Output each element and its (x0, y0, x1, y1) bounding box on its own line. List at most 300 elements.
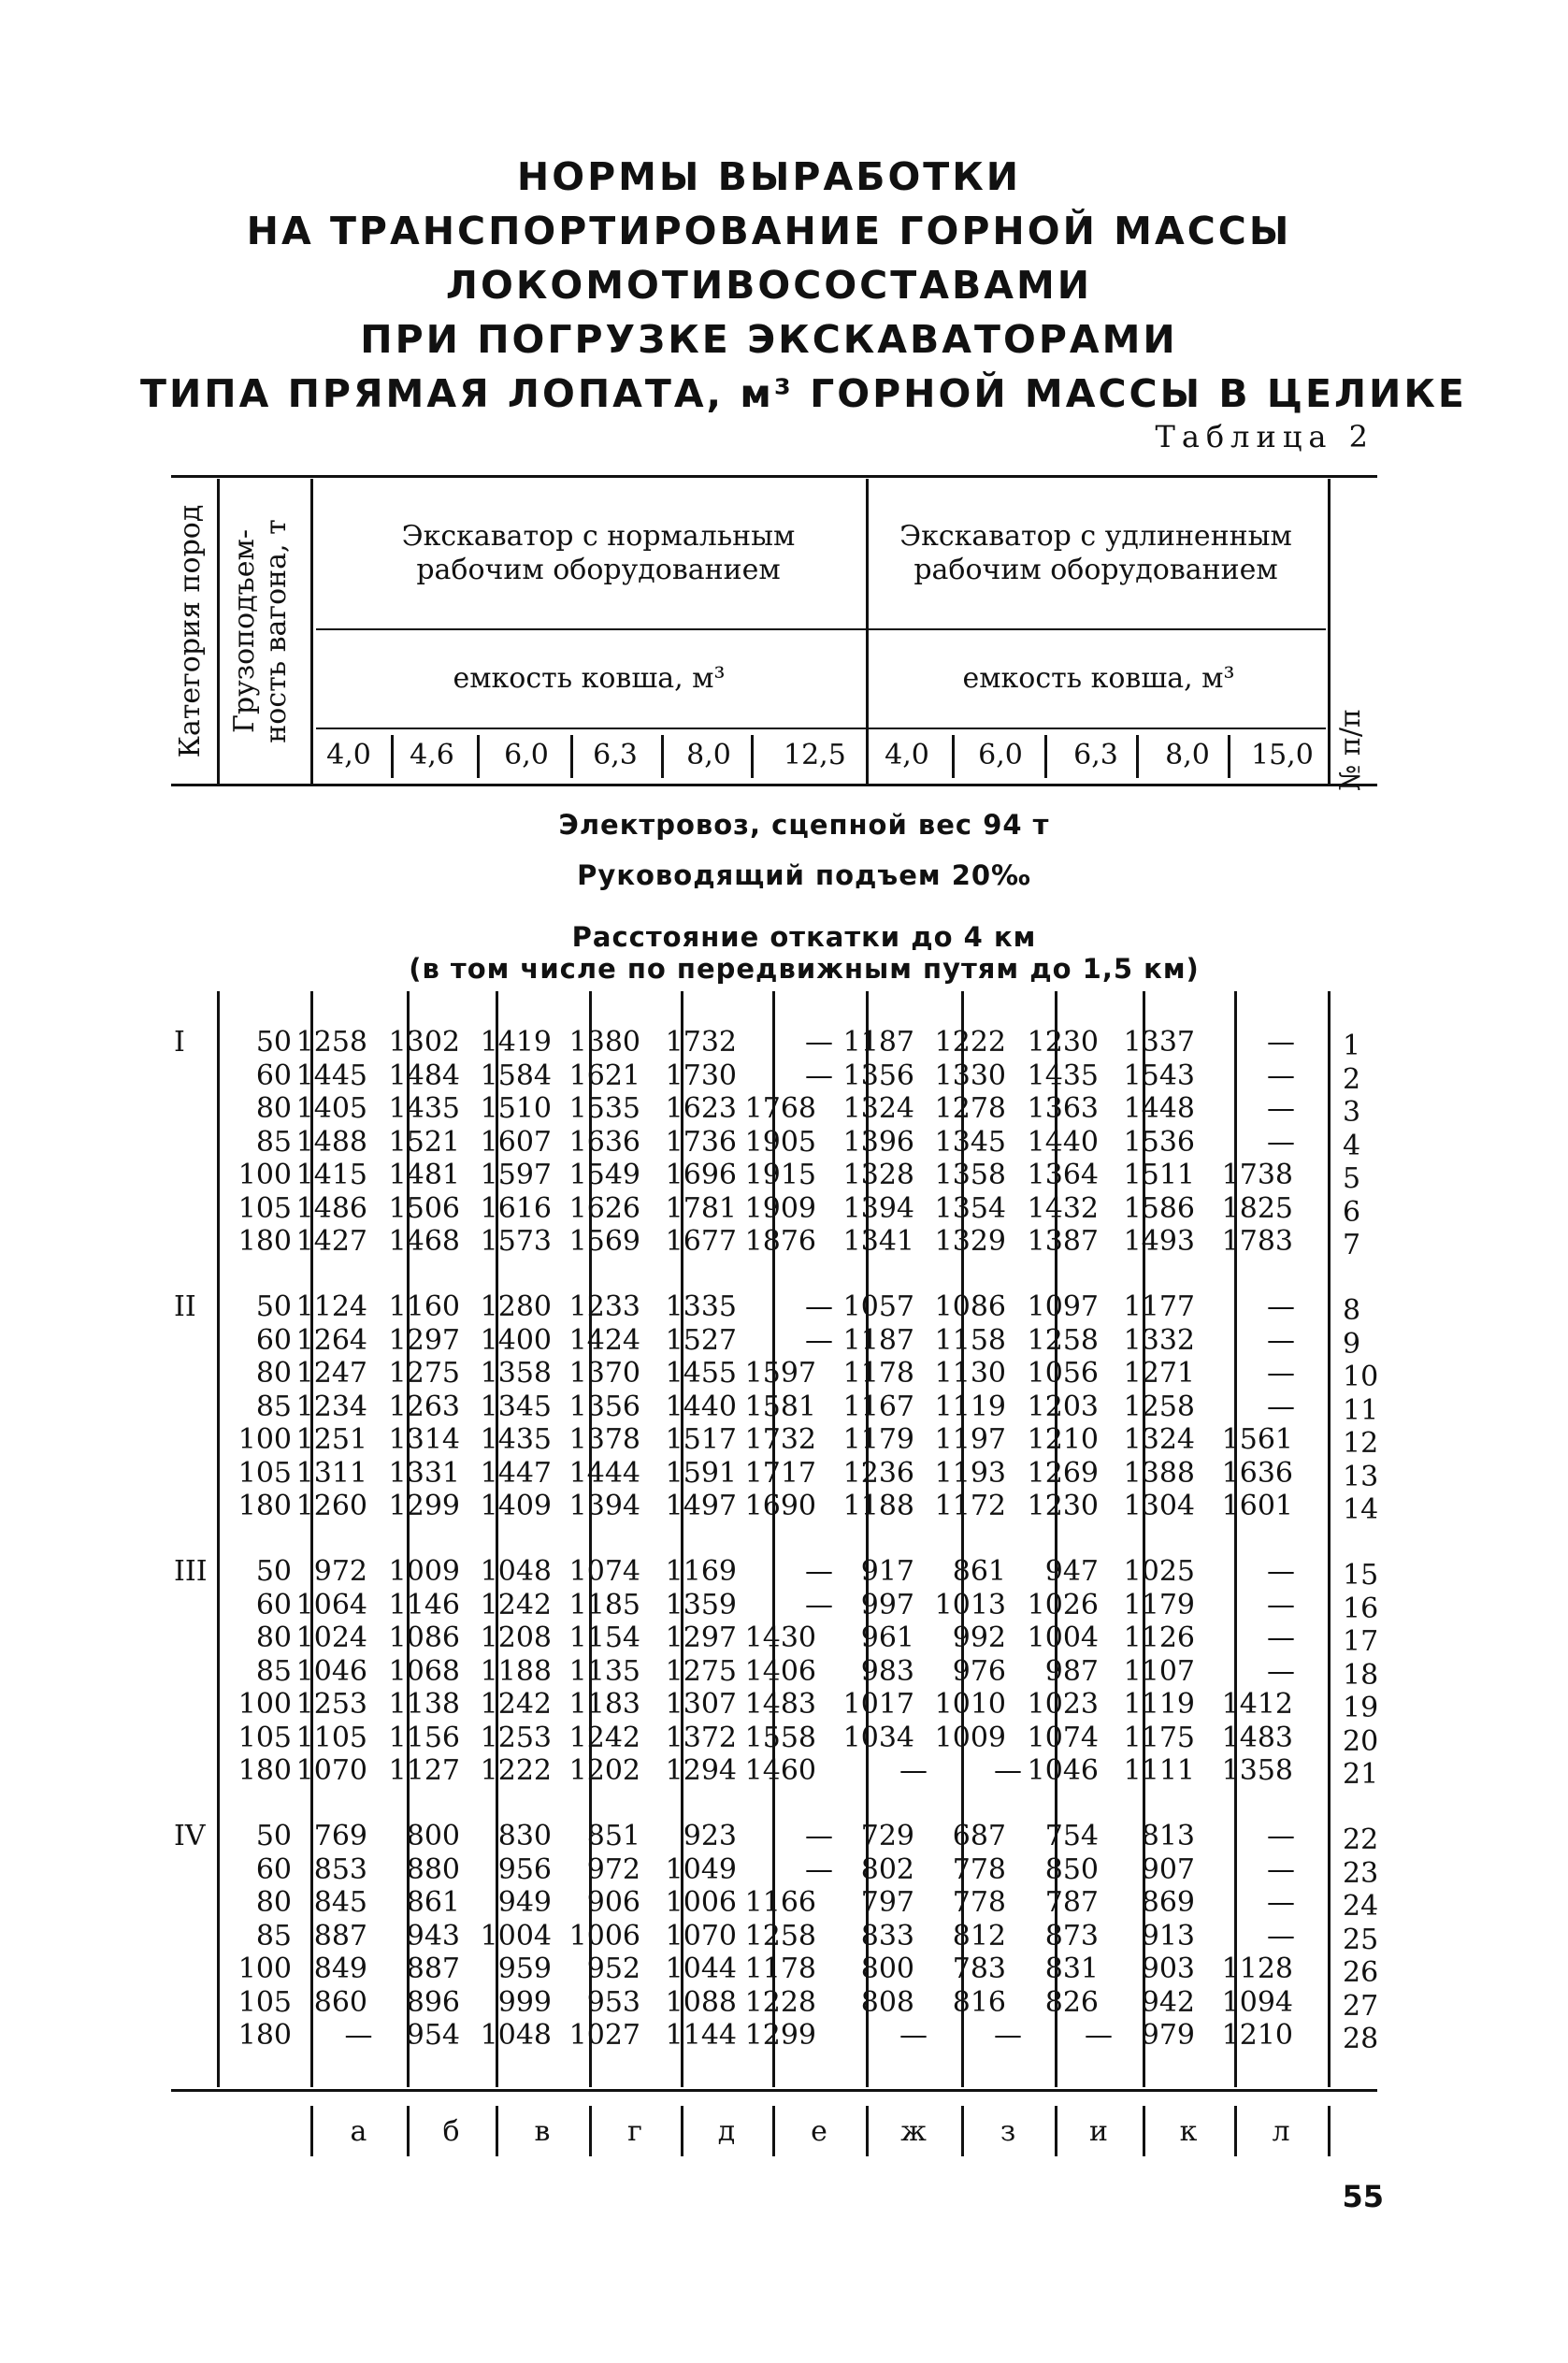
wagon-capacity: 100 (237, 1423, 292, 1456)
norm-value: — (899, 2019, 928, 2052)
norm-value: 1074 (1027, 1721, 1099, 1754)
norm-value: 1435 (388, 1092, 460, 1125)
capacity-divider (1228, 735, 1230, 778)
norm-value: 1187 (842, 1323, 914, 1357)
norm-value: 1364 (1027, 1159, 1099, 1191)
subtitle-locomotive: Электровоз, сцепной вес 94 т (558, 809, 1050, 841)
row-number: 22 (1343, 1823, 1379, 1856)
norm-value: — (805, 1323, 833, 1357)
norm-value: 1621 (568, 1059, 640, 1092)
title-line: НОРМЫ ВЫРАБОТКИ (516, 154, 1022, 199)
norm-value: 1127 (388, 1754, 460, 1787)
header-divider (1328, 479, 1331, 784)
norm-value: 1483 (744, 1688, 816, 1721)
header-divider (866, 479, 869, 784)
norm-value: 1535 (568, 1092, 640, 1125)
norm-value: 1013 (934, 1588, 1006, 1621)
column-letter: д (717, 2115, 736, 2148)
norm-value: 887 (313, 1919, 367, 1952)
norm-value: 850 (1044, 1852, 1099, 1886)
norm-value: — (1267, 1919, 1295, 1952)
column-letter: ж (900, 2115, 927, 2148)
wagon-capacity: 100 (237, 1159, 292, 1191)
norm-value: 778 (952, 1886, 1006, 1919)
wagon-capacity-header (229, 491, 295, 771)
norm-value: 1460 (744, 1754, 816, 1787)
wagon-capacity: 50 (255, 1555, 292, 1588)
row-number: 21 (1343, 1758, 1379, 1791)
norm-value: 1233 (568, 1290, 640, 1323)
norm-value: 1435 (480, 1423, 552, 1456)
norm-value: 1493 (1123, 1225, 1195, 1258)
norm-value: 1783 (1221, 1225, 1293, 1258)
row-number: 7 (1343, 1229, 1361, 1261)
norm-value: 1234 (295, 1390, 367, 1423)
norm-value: 1335 (665, 1290, 737, 1323)
norm-value: 987 (1044, 1654, 1099, 1688)
norm-value: 1455 (665, 1357, 737, 1390)
norm-value: 1405 (295, 1092, 367, 1125)
norm-value: — (1267, 1886, 1295, 1919)
norm-value: 1636 (568, 1125, 640, 1159)
norm-value: — (805, 1820, 833, 1852)
norm-value: 1388 (1123, 1456, 1195, 1490)
norm-value: 808 (860, 1985, 914, 2019)
bucket-capacity-value: 15,0 (1251, 739, 1314, 771)
row-number: 9 (1343, 1327, 1361, 1361)
norm-value: 1130 (934, 1357, 1006, 1390)
norm-value: 1269 (1027, 1456, 1099, 1490)
norm-value: 1258 (744, 1919, 816, 1952)
norm-value: 1378 (568, 1423, 640, 1456)
norm-value: 952 (586, 1952, 640, 1985)
norm-value: 833 (860, 1919, 914, 1952)
norm-value: 1258 (1027, 1323, 1099, 1357)
norm-value: 873 (1044, 1919, 1099, 1952)
norm-value: 1070 (295, 1754, 367, 1787)
norm-value: 1023 (1027, 1688, 1099, 1721)
header-top-rule (171, 475, 1377, 478)
norm-value: 907 (1141, 1852, 1195, 1886)
norm-value: 1193 (934, 1456, 1006, 1490)
norm-value: 1486 (295, 1191, 367, 1225)
norm-value: 1144 (665, 2019, 737, 2052)
norm-value: 861 (952, 1555, 1006, 1588)
norm-value: 954 (406, 2019, 460, 2052)
norm-value: — (805, 1290, 833, 1323)
norm-value: 917 (860, 1555, 914, 1588)
row-number: 15 (1343, 1559, 1379, 1592)
letter-divider (1234, 2106, 1237, 2156)
norm-value: 1126 (1123, 1621, 1195, 1654)
norm-value: — (1085, 2019, 1113, 2052)
column-letter: б (442, 2115, 460, 2148)
row-number: 18 (1343, 1658, 1379, 1692)
wagon-capacity: 85 (255, 1390, 292, 1423)
row-number: 19 (1343, 1692, 1379, 1724)
norm-value: 1025 (1123, 1555, 1195, 1588)
norm-value: 813 (1141, 1820, 1195, 1852)
norm-value: 1345 (934, 1125, 1006, 1159)
norm-value: 1330 (934, 1059, 1006, 1092)
norm-value: 1004 (1027, 1621, 1099, 1654)
norm-value: 1064 (295, 1588, 367, 1621)
norm-value: 687 (952, 1820, 1006, 1852)
letter-divider (681, 2106, 683, 2156)
table-number: Таблица 2 (1155, 419, 1374, 454)
norm-value: 1056 (1027, 1357, 1099, 1390)
norm-value: 1358 (1221, 1754, 1293, 1787)
norm-value: 1068 (388, 1654, 460, 1688)
column-letter: з (1000, 2115, 1016, 2148)
norm-value: 1358 (934, 1159, 1006, 1191)
norm-value: 1119 (1123, 1688, 1195, 1721)
wagon-capacity: 60 (255, 1588, 292, 1621)
norm-value: 800 (860, 1952, 914, 1985)
norm-value: 1258 (1123, 1390, 1195, 1423)
rock-category: IV (174, 1820, 206, 1852)
norm-value: 1331 (388, 1456, 460, 1490)
wagon-capacity: 80 (255, 1621, 292, 1654)
wagon-capacity: 180 (237, 1225, 292, 1258)
norm-value: 1094 (1221, 1985, 1293, 2019)
norm-value: 1543 (1123, 1059, 1195, 1092)
norm-value: 1156 (388, 1721, 460, 1754)
norm-value: 1299 (744, 2019, 816, 2052)
norm-value: 1208 (480, 1621, 552, 1654)
norm-value: 1128 (1221, 1952, 1293, 1985)
norm-value: 1297 (665, 1621, 737, 1654)
norm-value: 769 (313, 1820, 367, 1852)
norm-value: — (1267, 1092, 1295, 1125)
norm-value: 1230 (1027, 1026, 1099, 1059)
capacity-divider (477, 735, 480, 778)
norm-value: 849 (313, 1952, 367, 1985)
header-divider (310, 479, 313, 784)
norm-value: 1356 (568, 1390, 640, 1423)
capacity-divider (661, 735, 664, 778)
capacity-divider (1136, 735, 1139, 778)
norm-value: 1328 (842, 1159, 914, 1191)
norm-value: 853 (313, 1852, 367, 1886)
norm-value: 1915 (744, 1159, 816, 1191)
norm-value: 1188 (480, 1654, 552, 1688)
norm-value: — (1267, 1654, 1295, 1688)
norm-value: 947 (1044, 1555, 1099, 1588)
norm-value: — (805, 1852, 833, 1886)
column-letter: е (811, 2115, 827, 2148)
norm-value: 1586 (1123, 1191, 1195, 1225)
norm-value: 1427 (295, 1225, 367, 1258)
norm-value: 797 (860, 1886, 914, 1919)
bucket-capacity-value: 12,5 (784, 739, 846, 771)
norm-value: 1569 (568, 1225, 640, 1258)
norm-value: 1597 (744, 1357, 816, 1390)
norm-value: 1345 (480, 1390, 552, 1423)
norm-value: 1406 (744, 1654, 816, 1688)
row-number: 11 (1343, 1393, 1379, 1427)
norm-value: 1046 (1027, 1754, 1099, 1787)
norm-value: 1158 (934, 1323, 1006, 1357)
norm-value: 1024 (295, 1621, 367, 1654)
letter-divider (1055, 2106, 1057, 2156)
norm-value: 1444 (568, 1456, 640, 1490)
norm-value: — (1267, 1588, 1295, 1621)
letter-divider (496, 2106, 498, 2156)
title-line: ЛОКОМОТИВОСОСТАВАМИ (445, 263, 1093, 308)
norm-value: — (1267, 1290, 1295, 1323)
header-mid-rule (316, 628, 1326, 630)
column-letter: к (1179, 2115, 1198, 2148)
norm-value: 1358 (480, 1357, 552, 1390)
norm-value: 1010 (934, 1688, 1006, 1721)
header-cap-rule (316, 728, 1326, 729)
norm-value: 1581 (744, 1390, 816, 1423)
row-number: 2 (1343, 1062, 1361, 1096)
row-number: 6 (1343, 1195, 1361, 1229)
norm-value: 1044 (665, 1952, 737, 1985)
wagon-capacity-text: Грузоподъем-ность вагона, т (228, 519, 293, 743)
norm-value: 1004 (480, 1919, 552, 1952)
norm-value: 1432 (1027, 1191, 1099, 1225)
table-bottom-rule (171, 2089, 1377, 2092)
norm-value: 1324 (842, 1092, 914, 1125)
row-number: 13 (1343, 1460, 1379, 1493)
letter-divider (1328, 2106, 1331, 2156)
norm-value: 1394 (842, 1191, 914, 1225)
norm-value: 1203 (1027, 1390, 1099, 1423)
norm-value: — (994, 1754, 1022, 1787)
norm-value: 1251 (295, 1423, 367, 1456)
norm-value: 1372 (665, 1721, 737, 1754)
norm-value: 983 (860, 1654, 914, 1688)
norm-value: 1573 (480, 1225, 552, 1258)
norm-value: 1324 (1123, 1423, 1195, 1456)
norm-value: 1074 (568, 1555, 640, 1588)
norm-value: 1521 (388, 1125, 460, 1159)
norm-value: 787 (1044, 1886, 1099, 1919)
norm-value: 1009 (934, 1721, 1006, 1754)
norm-value: 1048 (480, 2019, 552, 2052)
norm-value: 1440 (1027, 1125, 1099, 1159)
norm-value: 972 (313, 1555, 367, 1588)
norm-value: 1448 (1123, 1092, 1195, 1125)
norm-value: 830 (497, 1820, 552, 1852)
norm-value: 959 (497, 1952, 552, 1985)
norm-value: 1034 (842, 1721, 914, 1754)
capacity-divider (1044, 735, 1047, 778)
norm-value: 1419 (480, 1026, 552, 1059)
norm-value: 1138 (388, 1688, 460, 1721)
wagon-capacity: 100 (237, 1952, 292, 1985)
norm-value: 1278 (934, 1092, 1006, 1125)
norm-value: 1511 (1123, 1159, 1195, 1191)
row-number: 25 (1343, 1923, 1379, 1956)
norm-value: 1242 (480, 1588, 552, 1621)
norm-value: 1105 (295, 1721, 367, 1754)
norm-value: 1481 (388, 1159, 460, 1191)
norm-value: 1905 (744, 1125, 816, 1159)
norm-value: 997 (860, 1588, 914, 1621)
norm-value: 1046 (295, 1654, 367, 1688)
norm-value: 1242 (568, 1721, 640, 1754)
wagon-capacity: 80 (255, 1357, 292, 1390)
norm-value: — (805, 1555, 833, 1588)
norm-value: 1584 (480, 1059, 552, 1092)
norm-value: 1497 (665, 1490, 737, 1522)
norm-value: — (805, 1026, 833, 1059)
norm-value: 999 (497, 1985, 552, 2019)
page-title (140, 150, 1467, 421)
norm-value: 1825 (1221, 1191, 1293, 1225)
capacity-divider (751, 735, 754, 778)
norm-value: 1510 (480, 1092, 552, 1125)
norm-value: 1527 (665, 1323, 737, 1357)
norm-value: 1696 (665, 1159, 737, 1191)
row-number: 1 (1343, 1030, 1361, 1062)
wagon-capacity: 85 (255, 1125, 292, 1159)
norm-value: 1111 (1123, 1754, 1195, 1787)
norm-value: 1299 (388, 1490, 460, 1522)
norm-value: 1601 (1221, 1490, 1293, 1522)
rock-category: II (174, 1290, 196, 1323)
norm-value: 812 (952, 1919, 1006, 1952)
norm-value: 1730 (665, 1059, 737, 1092)
bucket-capacity-value: 4,0 (885, 739, 929, 771)
title-line: ПРИ ПОГРУЗКЕ ЭКСКАВАТОРАМИ (360, 317, 1178, 362)
norm-value: 1086 (934, 1290, 1006, 1323)
norm-value: 1179 (1123, 1588, 1195, 1621)
wagon-capacity: 105 (237, 1191, 292, 1225)
norm-value: 1558 (744, 1721, 816, 1754)
norm-value: 1006 (665, 1886, 737, 1919)
row-number: 5 (1343, 1162, 1361, 1195)
norm-value: 956 (497, 1852, 552, 1886)
norm-value: 1166 (744, 1886, 816, 1919)
column-divider (1234, 991, 1237, 2087)
norm-value: 1222 (934, 1026, 1006, 1059)
wagon-capacity: 50 (255, 1820, 292, 1852)
wagon-capacity: 85 (255, 1654, 292, 1688)
wagon-capacity: 60 (255, 1059, 292, 1092)
norm-value: 1183 (568, 1688, 640, 1721)
column-letter: и (1089, 2115, 1108, 2148)
norm-value: 1175 (1123, 1721, 1195, 1754)
norm-value: — (805, 1059, 833, 1092)
norm-value: 1636 (1221, 1456, 1293, 1490)
column-letter: а (350, 2115, 367, 2148)
row-number: 27 (1343, 1989, 1379, 2023)
normal-excavator-header: Экскаватор с нормальным рабочим оборудованием (401, 520, 796, 586)
row-number: 24 (1343, 1890, 1379, 1923)
norm-value: 906 (586, 1886, 640, 1919)
norm-value: 913 (1141, 1919, 1195, 1952)
norm-value: 1549 (568, 1159, 640, 1191)
norm-value: 972 (586, 1852, 640, 1886)
norm-value: 831 (1044, 1952, 1099, 1985)
norm-value: 1597 (480, 1159, 552, 1191)
norm-value: 961 (860, 1621, 914, 1654)
norm-value: 880 (406, 1852, 460, 1886)
letter-divider (589, 2106, 592, 2156)
norm-value: 1135 (568, 1654, 640, 1688)
norm-value: 754 (1044, 1820, 1099, 1852)
norm-value: 1781 (665, 1191, 737, 1225)
norm-value: 1561 (1221, 1423, 1293, 1456)
rock-category-header: Категория пород (174, 504, 207, 758)
norm-value: — (805, 1588, 833, 1621)
norm-value: 1253 (295, 1688, 367, 1721)
extended-excavator-header: Экскаватор с удлиненным рабочим оборудованием (899, 520, 1292, 586)
norm-value: 1247 (295, 1357, 367, 1390)
norm-value: 1337 (1123, 1026, 1195, 1059)
row-number: 16 (1343, 1592, 1379, 1625)
norm-value: 1909 (744, 1191, 816, 1225)
bucket-capacity-value: 8,0 (686, 739, 731, 771)
column-divider (1328, 991, 1331, 2087)
norm-value: 1768 (744, 1092, 816, 1125)
norm-value: 1264 (295, 1323, 367, 1357)
norm-value: 802 (860, 1852, 914, 1886)
row-number: 4 (1343, 1129, 1361, 1162)
norm-value: — (899, 1754, 928, 1787)
norm-value: 1185 (568, 1588, 640, 1621)
norm-value: 1380 (568, 1026, 640, 1059)
letter-divider (1143, 2106, 1145, 2156)
letter-divider (866, 2106, 869, 2156)
bucket-capacity-value: 4,0 (326, 739, 371, 771)
rock-category: I (174, 1026, 185, 1059)
norm-value: 1222 (480, 1754, 552, 1787)
norm-value: 778 (952, 1852, 1006, 1886)
norm-value: 1409 (480, 1490, 552, 1522)
norm-value: 845 (313, 1886, 367, 1919)
norm-value: — (1267, 1820, 1295, 1852)
row-number: 14 (1343, 1493, 1379, 1526)
norm-value: 1616 (480, 1191, 552, 1225)
norm-value: 1412 (1221, 1688, 1293, 1721)
norm-value: 1396 (842, 1125, 914, 1159)
norm-value: 1311 (295, 1456, 367, 1490)
letter-divider (961, 2106, 964, 2156)
column-letter: л (1272, 2115, 1290, 2148)
norm-value: 1097 (1027, 1290, 1099, 1323)
bucket-capacity-value: 6,3 (593, 739, 638, 771)
norm-value: — (1267, 1390, 1295, 1423)
norm-value: 1167 (842, 1390, 914, 1423)
norm-value: 1294 (665, 1754, 737, 1787)
norm-value: 1445 (295, 1059, 367, 1092)
capacity-divider (391, 735, 394, 778)
norm-value: — (1267, 1125, 1295, 1159)
norm-value: 953 (586, 1985, 640, 2019)
letter-divider (772, 2106, 775, 2156)
norm-value: 1253 (480, 1721, 552, 1754)
bucket-capacity-value: 6,0 (504, 739, 549, 771)
norm-value: 816 (952, 1985, 1006, 2019)
norm-value: 1356 (842, 1059, 914, 1092)
page-number: 55 (1342, 2179, 1384, 2214)
norm-value: 1230 (1027, 1490, 1099, 1522)
norm-value: 949 (497, 1886, 552, 1919)
norm-value: 1677 (665, 1225, 737, 1258)
wagon-capacity: 85 (255, 1919, 292, 1952)
norm-value: 1280 (480, 1290, 552, 1323)
capacity-divider (952, 735, 955, 778)
wagon-capacity: 105 (237, 1456, 292, 1490)
norm-value: 1260 (295, 1490, 367, 1522)
norm-value: 1302 (388, 1026, 460, 1059)
